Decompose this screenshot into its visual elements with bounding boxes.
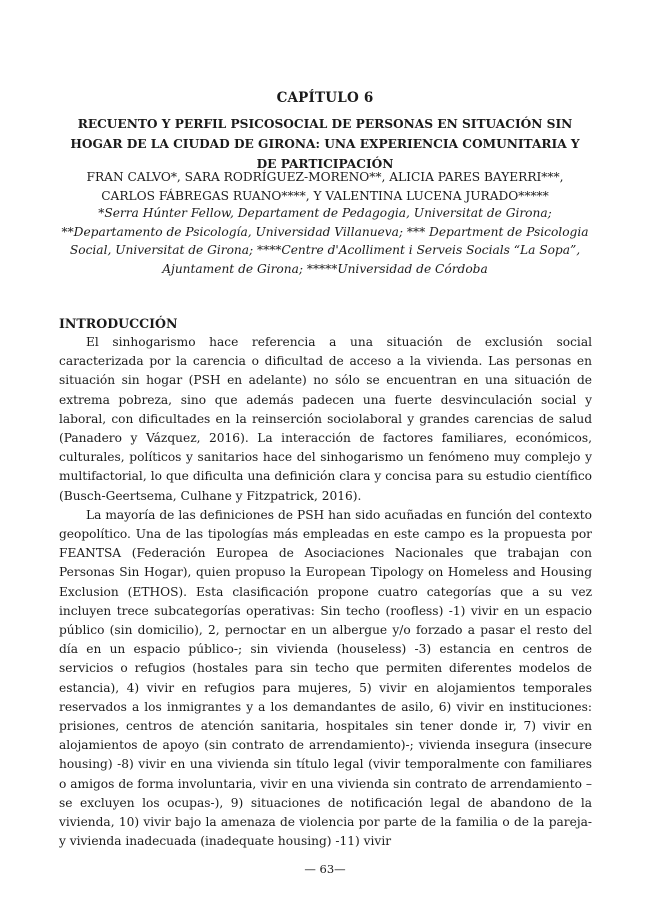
paragraph: La mayoría de las definiciones de PSH han sido acuñadas en función del contexto geopolítico. Una de las tipologías más empleadas en este campo es la propuesta por FEANTSA (Federación Europea de Asociaciones Nacionales que trabajan con Personas Sin Hogar), quien propuso la European Tipology on Homeless and Housing Exclusion (ETHOS). Esta clasificación propone cuatro categorías que a su vez incluyen trece subcategorías operativas: Sin techo (roofless) -1) vivir en un espacio público (sin domicilio), 2, pernoctar en un albergue y/o forzado a pasar el resto del día en un espacio público-; sin vivienda (houseless) -3) estancia en centros de servicios o refugios (hostales para sin techo que permiten diferentes modelos de estancia), 4) vivir en refugios para mujeres, 5) vivir en alojamientos temporales reservados a los inmigrantes y a los demandantes de asilo, 6) vivir en instituciones: prisiones, centros de atención sanitaria, hospitales sin tener donde ir, 7) vivir en alojamientos de apoyo (sin contrato de arrendamiento)-; vivienda insegura (insecure housing) -8) vivir en una vivienda sin título legal (vivir temporalmente con familiares o amigos de forma involuntaria, vivir en una vivienda sin contrato de arrendamiento –se excluyen los ocupas-), 9) situaciones de notificación legal de abandono de la vivienda, 10) vivir bajo la amenaza de violencia por parte de la familia o de la pareja- y vivienda inadecuada (inadequate housing) -11) vivir [59,507,592,849]
chapter-title: RECUENTO Y PERFIL PSICOSOCIAL DE PERSONAS EN SITUACIÓN SIN HOGAR DE LA CIUDAD DE GIRONA: UNA EXPERIENCIA COMUNITARIA Y DE PARTICIPACIÓN [70,117,580,171]
authors: FRAN CALVO*, SARA RODRÍGUEZ-MORENO**, ALICIA PARES BAYERRI***, CARLOS FÁBREGAS RUANO****, Y VALENTINA LUCENA JURADO***** [86,170,564,203]
paragraph: El sinhogarismo hace referencia a una situación de exclusión social caracterizada por la carencia o dificultad de acceso a la vivienda. Las personas en situación sin hogar (PSH en adelante) no sólo se encuentran en una situación de extrema pobreza, sino que además padecen una fuerte desvinculación social y laboral, con dificultades en la reinserción sociolaboral y grandes carencias de salud (Panadero y Vázquez, 2016). La interacción de factores familiares, económicos, culturales, políticos y sanitarios hace del sinhogarismo un fenómeno muy complejo y multifactorial, lo que dificulta una definición clara y concisa para su estudio científico (Busch-Geertsema, Culhane y Fitzpatrick, 2016). [59,335,592,503]
page-number: — 63— [304,862,346,876]
chapter-label: CAPÍTULO 6 [276,90,374,106]
affiliations: *Serra Húnter Fellow, Departament de Pedagogia, Universitat de Girona; **Departamento de Psicología, Universidad Villanueva; *** Department de Psicologia Social, Universitat de Girona; ****Centre d'Acolliment i Serveis Socials “La Sopa”, Ajuntament de Girona; *****Universidad de Córdoba [61,206,589,276]
section-heading: INTRODUCCIÓN [59,316,178,331]
body-text [59,333,592,851]
